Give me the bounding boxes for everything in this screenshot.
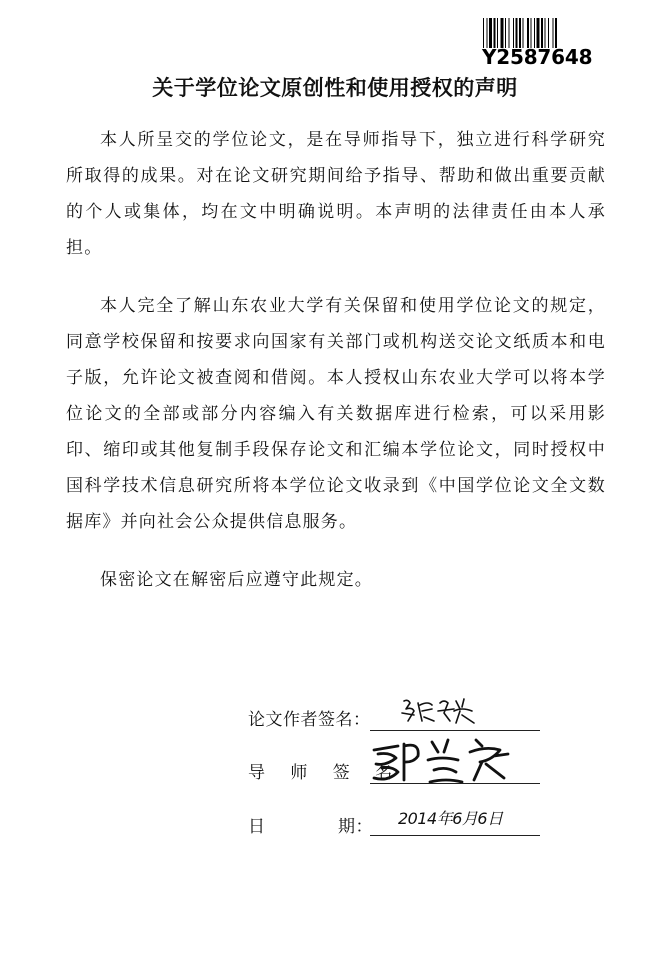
barcode-bar [534, 18, 535, 48]
barcode [482, 18, 593, 76]
barcode-bars [482, 18, 590, 48]
advisor-signature [368, 732, 518, 786]
author-signature-row [248, 705, 548, 735]
barcode-bar [497, 18, 498, 48]
barcode-bar [483, 18, 484, 48]
barcode-bar [516, 18, 518, 48]
barcode-bar [501, 18, 504, 48]
barcode-bar [489, 18, 492, 48]
paragraph-confidential: 保密论文在解密后应遵守此规定。 [100, 570, 373, 590]
barcode-bar [555, 18, 557, 48]
page-title: 关于学位论文原创性和使用授权的声明 [152, 76, 518, 100]
barcode-bar [487, 18, 488, 48]
advisor-signature-row [248, 758, 548, 788]
date-label-left: 日 [248, 817, 266, 837]
author-signature-line [370, 729, 540, 731]
barcode-bar [523, 18, 524, 48]
barcode-bar [541, 18, 543, 48]
advisor-signature-line [370, 782, 540, 784]
date-row [248, 809, 548, 842]
date-value: 2014年6月6日 [398, 809, 503, 828]
barcode-bar [548, 18, 549, 48]
declaration-body [66, 122, 606, 620]
barcode-bar [505, 18, 506, 48]
barcode-bar [545, 18, 546, 48]
barcode-bar [537, 18, 540, 48]
barcode-bar [527, 18, 529, 48]
barcode-bar [494, 18, 496, 48]
barcode-id: Y2587648 [482, 45, 593, 69]
author-signature [398, 695, 478, 729]
paragraph-authorization: 本人完全了解山东农业大学有关保留和使用学位论文的规定，同意学校保留和按要求向国家有关部门或机构送交论文纸质本和电子版，允许论文被查阅和借阅。本人授权山东农业大学可以将本学位论文的全部或部分内容编入有关数据库进行检索，可以采用影印、缩印或其他复制手段保存论文和汇编本学位论文，同时授权中国科学技术信息研究所将本学位论文收录到《中国学位论文全文数据库》并向社会公众提供信息服务。 [66, 296, 606, 532]
advisor-signature-label: 导 师 签 名 [248, 763, 403, 783]
barcode-bar [553, 18, 554, 48]
date-label-right: 期： [338, 817, 373, 837]
paragraph-originality: 本人所呈交的学位论文，是在导师指导下，独立进行科学研究所取得的成果。对在论文研究期间给予指导、帮助和做出重要贡献的个人或集体，均在文中明确说明。本声明的法律责任由本人承担。 [66, 130, 606, 258]
date-line [370, 834, 540, 836]
author-signature-label: 论文作者签名： [248, 710, 371, 730]
barcode-bar [509, 18, 510, 48]
barcode-bar [519, 18, 521, 48]
barcode-bar [513, 18, 514, 48]
barcode-bar [531, 18, 532, 48]
